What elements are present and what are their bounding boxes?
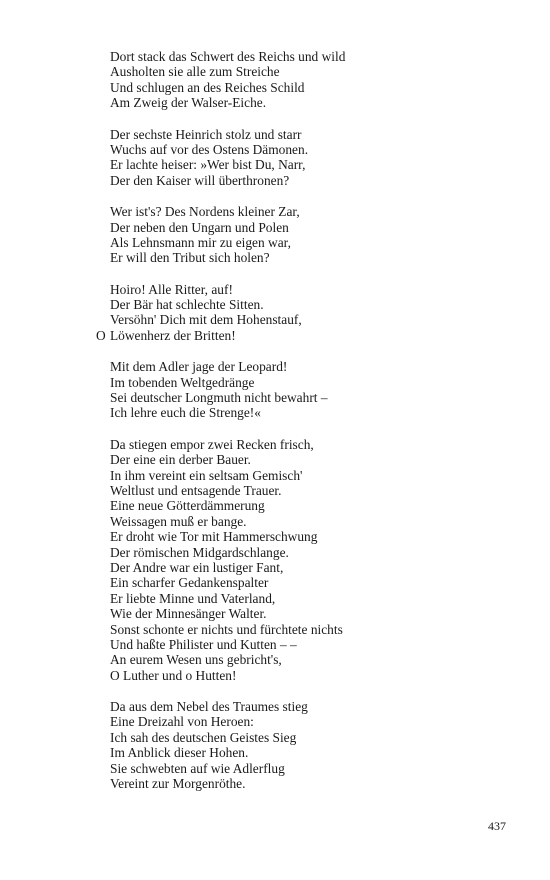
poem-line-text: Löwenherz der Britten!	[110, 327, 236, 343]
poem-line: Der römischen Midgardschlange.	[110, 544, 289, 560]
poem-line: Weissagen muß er bange.	[110, 513, 247, 529]
stanza	[0, 127, 550, 189]
stanza	[0, 359, 550, 421]
poem-line: Er liebte Minne und Vaterland,	[110, 590, 276, 606]
poem-text	[0, 49, 550, 807]
poem-line: O Luther und o Hutten!	[110, 667, 237, 683]
stanza	[0, 282, 550, 344]
poem-line-hanging	[0, 328, 550, 343]
poem-line: Sei deutscher Longmuth nicht bewahrt –	[110, 390, 328, 406]
poem-line: Der sechste Heinrich stolz und starr	[110, 126, 302, 142]
poem-line: Und schlugen an des Reiches Schild	[110, 79, 305, 95]
poem-line: Dort stack das Schwert des Reichs und wild	[110, 49, 346, 64]
poem-line: Weltlust und entsagende Trauer.	[110, 482, 282, 498]
poem-line: Ich lehre euch die Strenge!«	[110, 405, 261, 421]
poem-line: An eurem Wesen uns gebricht's,	[110, 652, 282, 668]
poem-line: Am Zweig der Walser-Eiche.	[110, 95, 267, 111]
poem-line: Ausholten sie alle zum Streiche	[110, 64, 280, 80]
stanza	[0, 49, 550, 111]
poem-line: Hoiro! Alle Ritter, auf!	[110, 281, 233, 297]
poem-line: Der den Kaiser will überthronen?	[110, 172, 290, 188]
stanza	[0, 204, 550, 266]
poem-line: Ich sah des deutschen Geistes Sieg	[110, 729, 297, 745]
page-number: 437	[488, 819, 506, 833]
poem-line: Und haßte Philister und Kutten – –	[110, 636, 297, 652]
poem-line: Der Andre war ein lustiger Fant,	[110, 559, 284, 575]
poem-line: Der Bär hat schlechte Sitten.	[110, 297, 264, 313]
poem-line: Wuchs auf vor des Ostens Dämonen.	[110, 141, 309, 157]
poem-line: Eine neue Götterdämmerung	[110, 498, 265, 514]
poem-line: Im Anblick dieser Hohen.	[110, 745, 249, 761]
poem-line: Im tobenden Weltgedränge	[110, 374, 255, 390]
poem-line: Vereint zur Morgenröthe.	[110, 776, 246, 792]
poem-line: Ein scharfer Gedankenspalter	[110, 575, 269, 591]
poem-line: Da stiegen empor zwei Recken frisch,	[110, 436, 314, 452]
hanging-initial: O	[96, 327, 106, 343]
stanza	[0, 437, 550, 683]
stanza	[0, 699, 550, 791]
poem-line: Sonst schonte er nichts und fürchtete nichts	[110, 621, 343, 637]
poem-line: Der neben den Ungarn und Polen	[110, 219, 289, 235]
poem-line: Der eine ein derber Bauer.	[110, 452, 251, 468]
poem-line: In ihm vereint ein seltsam Gemisch'	[110, 467, 303, 483]
poem-line: Sie schwebten auf wie Adlerflug	[110, 760, 285, 776]
poem-line: Er lachte heiser: »Wer bist Du, Narr,	[110, 157, 306, 173]
poem-line: Versöhn' Dich mit dem Hohenstauf,	[110, 312, 302, 328]
poem-line: Er will den Tribut sich holen?	[110, 250, 270, 266]
poem-line: Da aus dem Nebel des Traumes stieg	[110, 699, 308, 715]
poem-line: Eine Dreizahl von Heroen:	[110, 714, 254, 730]
poem-line: Wie der Minnesänger Walter.	[110, 606, 267, 622]
poem-line: Er droht wie Tor mit Hammerschwung	[110, 529, 318, 545]
poem-line: Mit dem Adler jage der Leopard!	[110, 359, 288, 375]
poem-line: Als Lehnsmann mir zu eigen war,	[110, 234, 291, 250]
poem-line: Wer ist's? Des Nordens kleiner Zar,	[110, 204, 300, 220]
